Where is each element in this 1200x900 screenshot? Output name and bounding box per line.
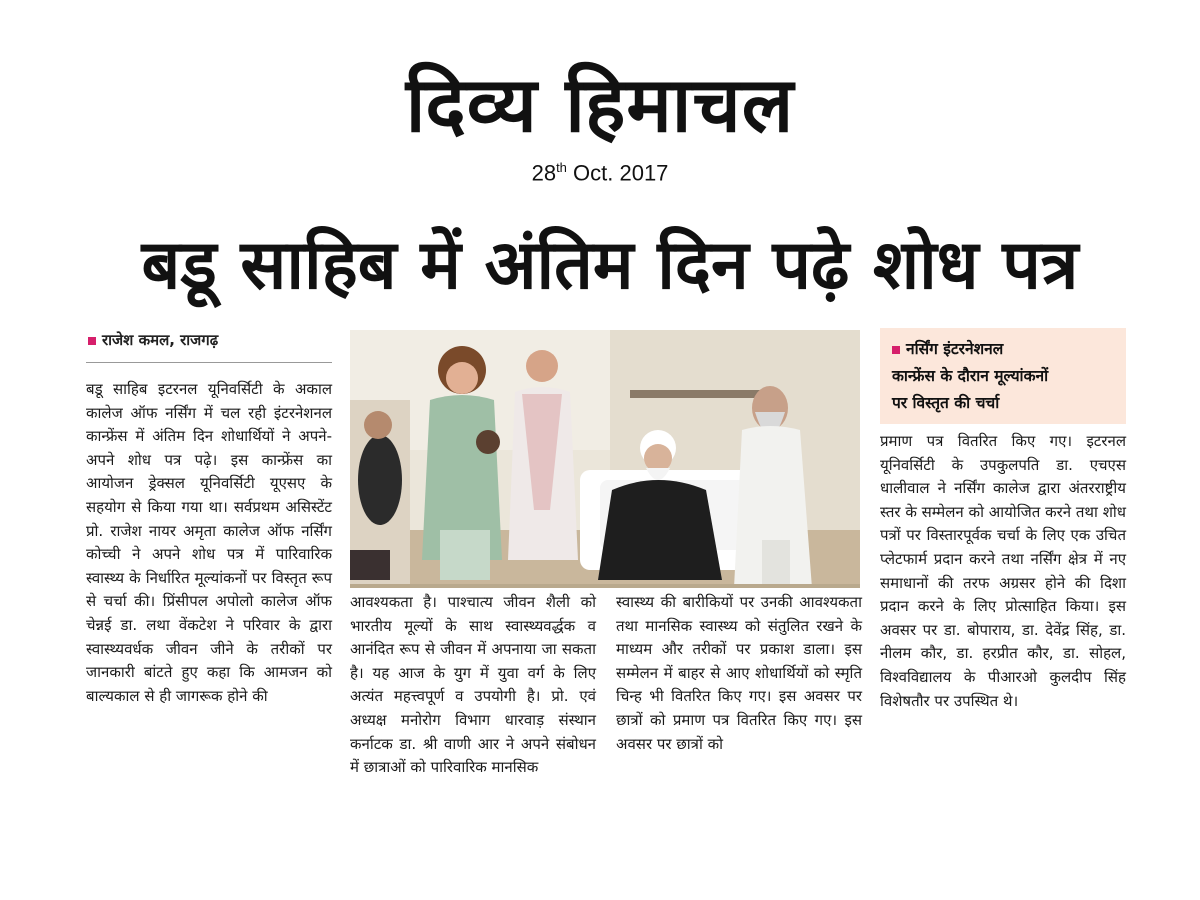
- pull-quote-box: [880, 328, 1126, 424]
- pull-quote-line-2: कान्फ्रेंस के दौरान मूल्यांकनों: [892, 367, 1049, 385]
- byline: [88, 330, 218, 350]
- pull-quote-text-1: नर्सिंग इंटरनेशनल: [906, 340, 1004, 358]
- article-photo: [350, 330, 860, 588]
- date-month-year: Oct. 2017: [566, 160, 669, 186]
- pull-quote-line-3: पर विस्तृत की चर्चा: [892, 394, 1000, 412]
- column-2-text: आवश्यकता है। पाश्चात्य जीवन शैली को भारतीय मूल्यों के साथ स्वास्थ्यवर्द्धक व आनंदित रूप से जीवन में अपनाया जा सकता है। यह आज के युग में युवा वर्ग के लिए अत्यंत महत्त्वपूर्ण व उपयोगी है। प्रो. एवं अध्यक्ष मनोरोग विभाग धारवाड़ संस्थान कर्नाटक डा. श्री वाणी आर ने अपने संबोधन में छात्राओं को पारिवारिक मानसिक: [350, 593, 596, 777]
- publication-date: [0, 160, 1200, 186]
- newspaper-masthead: दिव्य हिमाचल: [405, 60, 795, 149]
- pull-quote-bullet-icon: [892, 346, 900, 354]
- event-photo-illustration: [350, 330, 860, 588]
- byline-divider: [86, 362, 332, 363]
- article-column-2: [350, 591, 596, 780]
- column-1-text: बडू साहिब इटरनल यूनिवर्सिटी के अकाल कालेज ऑफ नर्सिंग में चल रही इंटरनेशनल कान्फ्रेंस में अंतिम दिन शोधार्थियों ने अपने-अपने शोध पत्र पढ़े। इस कान्फ्रेंस का आयोजन ड्रेक्सल यूनिवर्सिटी यूएसए के सहयोग से किया गया था। सर्वप्रथम असिस्टेंट प्रो. राजेश नायर अमृता कालेज ऑफ नर्सिंग कोच्ची ने अपने शोध पत्र में पारिवारिक स्वास्थ्य के निर्धारित मूल्यांकनों पर विस्तृत रूप से चर्चा की। प्रिंसीपल अपोलो कालेज ऑफ चेन्नई डा. लथा वेंकटेश ने परिवार के द्वारा स्वास्थ्यवर्धक जीवन जीने के तरीकों पर जानकारी बांटते हुए कहा कि आमजन को बाल्यकाल से ही जागरूक होने की: [86, 380, 332, 705]
- byline-text: राजेश कमल, राजगढ़: [102, 331, 219, 349]
- column-3-text: स्वास्थ्य की बारीकियों पर उनकी आवश्यकता तथा मानसिक स्वास्थ्य को संतुलित रखने के माध्यम और तरीकों पर प्रकाश डाला। इस सम्मेलन में बाहर से आए शोधार्थियों को स्मृति चिन्ह भी वितरित किए गए। इस अवसर पर छात्रों को प्रमाण पत्र वितरित किए गए। इस अवसर पर छात्रों को: [616, 593, 862, 753]
- article-column-4: [880, 430, 1126, 713]
- date-day: 28: [531, 160, 557, 186]
- pull-quote-line-1: [892, 336, 1114, 363]
- article-headline: बडू साहिब में अंतिम दिन पढ़े शोध पत्र: [141, 226, 1079, 305]
- date-suffix: th: [556, 160, 567, 175]
- column-4-text: प्रमाण पत्र वितरित किए गए। इटरनल यूनिवर्सिटी के उपकुलपति डा. एचएस धालीवाल ने नर्सिंग कालेज द्वारा अंतरराष्ट्रीय स्तर के सम्मेलन को आयोजित करने तथा शोध पत्रों पर विस्तारपूर्वक चर्चा के लिए एक उचित प्लेटफार्म प्रदान करने तथा नर्सिंग क्षेत्र में नए समाधानों की तरफ अग्रसर होने की दिशा प्रदान करने के लिए प्रोत्साहित किया। इस अवसर पर डा. बोपाराय, डा. देवेंद्र सिंह, डा. नीलम कौर, डा. हरप्रीत कौर, डा. सोहल, विश्वविद्यालय के पीआरओ कुलदीप सिंह विशेषतौर पर उपस्थित थे।: [880, 432, 1126, 710]
- byline-bullet-icon: [88, 337, 96, 345]
- article-column-3: [616, 591, 862, 756]
- article-column-1: [86, 378, 332, 708]
